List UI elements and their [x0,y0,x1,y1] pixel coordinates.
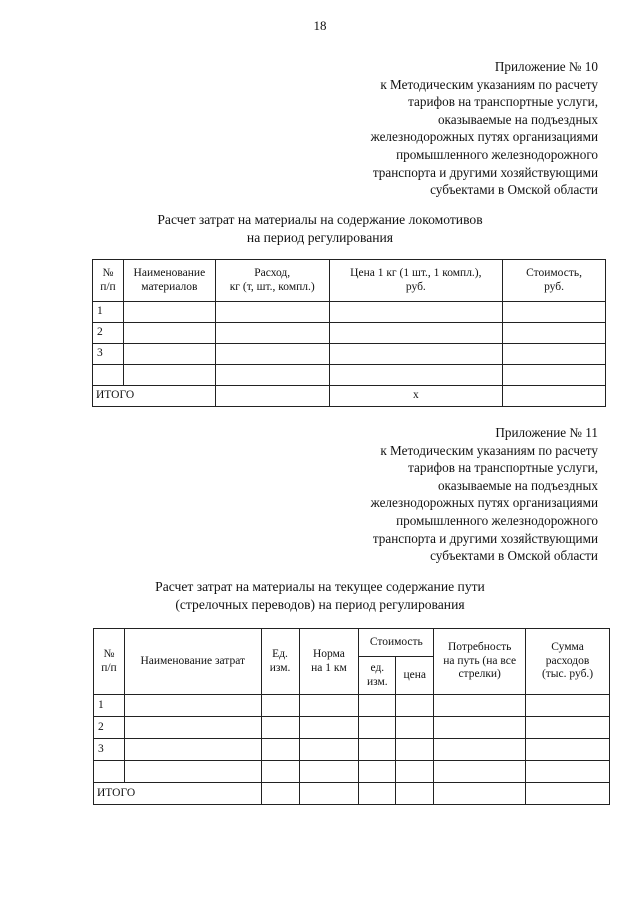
table-row [94,739,610,761]
table-row [93,302,606,323]
row-number: 1 [93,302,124,323]
table-row [93,344,606,365]
total-row [94,783,610,805]
appendix-10-header [371,58,598,199]
appendix-line: транспорта и другими хозяйствующими [372,530,598,546]
appendix-11-header [371,424,598,565]
total-mark: х [329,386,503,407]
appendix-line: тарифов на транспортные услуги, [408,460,598,476]
table-header-row [94,629,610,657]
appendix-line: железнодорожных путях организациями [370,495,598,511]
row-number: 1 [94,695,125,717]
appendix-line: оказываемые на подъездных [437,477,598,493]
appendix-line: тарифов на транспортные услуги, [408,94,598,110]
appendix-line: оказываемые на подъездных [437,111,598,127]
appendix-line: к Методическим указаниям по расчету [380,76,598,92]
table-row [94,695,610,717]
row-number [93,365,124,386]
appendix-line: Приложение № 11 [495,425,598,440]
appendix-line: субъектами в Омской области [430,548,598,564]
header-cost-unit: ед. изм. [359,657,396,695]
header-num: № п/п [94,629,125,695]
header-sum: Сумма расходов (тыс. руб.) [526,629,610,695]
row-number: 3 [94,739,125,761]
header-name: Наименование затрат [124,629,261,695]
appendix-line: транспорта и другими хозяйствующими [372,164,598,180]
title-line: на период регулирования [246,230,394,245]
appendix-line: промышленного железнодорожного [396,512,598,528]
table-row [93,323,606,344]
table-2-title [0,578,640,614]
header-norm: Норма на 1 км [299,629,359,695]
locomotive-materials-table [92,259,606,407]
table-1-title [0,211,640,247]
table-row [94,717,610,739]
header-name: Наименование материалов [123,260,215,302]
appendix-line: Приложение № 10 [494,59,598,74]
header-cost-price: цена [396,657,434,695]
header-unit: Ед. изм. [261,629,299,695]
appendix-line: железнодорожных путях организациями [370,129,598,145]
header-cost: Стоимость, руб. [503,260,606,302]
appendix-line: к Методическим указаниям по расчету [380,442,598,458]
row-number: 2 [93,323,124,344]
total-row [93,386,606,407]
title-line: Расчет затрат на материалы на текущее содержание пути [155,579,485,594]
appendix-line: субъектами в Омской области [430,182,598,198]
page-number: 18 [313,18,327,33]
row-number: 3 [93,344,124,365]
header-price: Цена 1 кг (1 шт., 1 компл.), руб. [329,260,503,302]
header-need: Потребность на путь (на все стрелки) [434,629,526,695]
header-num: № п/п [93,260,124,302]
row-number: 2 [94,717,125,739]
row-number [94,761,125,783]
total-label: ИТОГО [94,783,262,805]
track-materials-table [93,628,610,805]
table-row [94,761,610,783]
total-label: ИТОГО [93,386,216,407]
appendix-line: промышленного железнодорожного [396,146,598,162]
header-cost: Стоимость [359,629,434,657]
table-row [93,365,606,386]
title-line: Расчет затрат на материалы на содержание локомотивов [157,212,483,227]
table-header-row [93,260,606,302]
title-line: (стрелочных переводов) на период регулирования [175,597,465,612]
header-consumption: Расход, кг (т, шт., компл.) [215,260,329,302]
